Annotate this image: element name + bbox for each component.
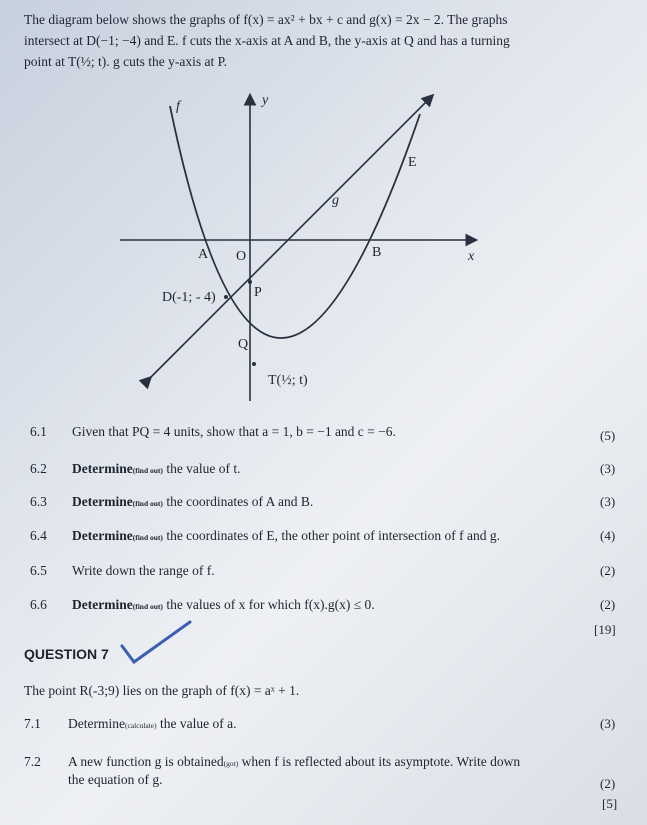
question-text: Determine(find out) the value of t. [72, 461, 241, 476]
label-p: P [254, 285, 262, 300]
label-x: x [468, 249, 475, 264]
q7-intro: The point R(-3;9) lies on the graph of f(x) = aˣ + 1. [24, 683, 300, 698]
function-graph [110, 86, 490, 406]
question-text: Write down the range of f. [72, 563, 215, 578]
label-a: A [198, 247, 209, 262]
label-b: B [372, 245, 382, 260]
label-g: g [332, 193, 339, 208]
question-number: 6.2 [30, 461, 47, 476]
intro-line-3: point at T(½; t). g cuts the y-axis at P. [24, 54, 227, 69]
question-marks: (2) [600, 597, 616, 612]
q7-1-text: Determine(calculate) the value of a. [68, 716, 237, 731]
question-text: Given that PQ = 4 units, show that a = 1, b = −1 and c = −6. [72, 424, 396, 439]
q7-2-text: A new function g is obtained(got) when f is reflected about its asymptote. Write down [68, 754, 521, 769]
label-e: E [408, 155, 417, 170]
label-f: f [176, 99, 180, 114]
question-number: 6.6 [30, 597, 47, 612]
question-number: 6.1 [30, 424, 47, 439]
label-y: y [262, 93, 269, 108]
q7-2-marks: (2) [600, 776, 616, 791]
label-d: D(-1; - 4) [162, 290, 216, 305]
intro-line-1: The diagram below shows the graphs of f(x) = ax² + bx + c and g(x) = 2x − 2. The graphs [24, 12, 508, 27]
label-o: O [236, 249, 247, 264]
question-marks: (3) [600, 494, 616, 509]
question-text: Determine(find out) the values of x for which f(x).g(x) ≤ 0. [72, 597, 375, 612]
question-number: 6.4 [30, 528, 47, 543]
question-marks: (5) [600, 428, 616, 443]
question-text: Determine(find out) the coordinates of E, the other point of intersection of f and g. [72, 528, 500, 543]
q7-2-number: 7.2 [24, 754, 41, 769]
question-marks: (3) [600, 461, 616, 476]
check-mark-icon [120, 618, 200, 668]
question-marks: (2) [600, 563, 616, 578]
total-q7: [5] [602, 796, 618, 811]
point-p [248, 280, 252, 284]
q7-1-number: 7.1 [24, 716, 41, 731]
point-t [252, 362, 256, 366]
question-7-heading: QUESTION 7 [24, 646, 109, 662]
q7-2-text-line-2: the equation of g. [68, 772, 163, 787]
intro-line-2: intersect at D(−1; −4) and E. f cuts the x-axis at A and B, the y-axis at Q and has a turning [24, 33, 510, 48]
q7-1-marks: (3) [600, 716, 616, 731]
question-text: Determine(find out) the coordinates of A and B. [72, 494, 314, 509]
point-d [224, 295, 228, 299]
total-q6: [19] [594, 622, 616, 637]
question-number: 6.5 [30, 563, 47, 578]
question-number: 6.3 [30, 494, 47, 509]
label-q: Q [238, 337, 249, 352]
label-t: T(½; t) [268, 373, 308, 388]
question-marks: (4) [600, 528, 616, 543]
